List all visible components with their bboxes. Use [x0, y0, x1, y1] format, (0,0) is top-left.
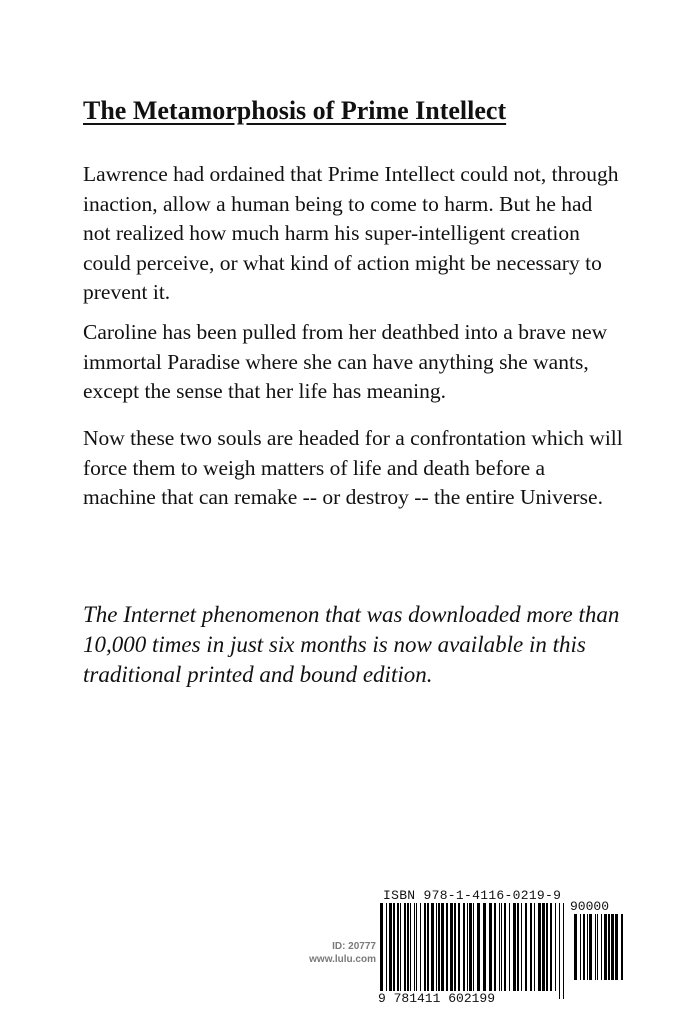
- barcode-bar: [450, 903, 453, 991]
- barcode-bar: [463, 903, 465, 991]
- barcode-bar: [446, 903, 448, 991]
- barcode-bar: [397, 903, 399, 991]
- barcode-bar: [574, 914, 577, 980]
- barcode-bar: [477, 903, 480, 991]
- barcode-bar: [559, 903, 560, 999]
- barcode-bar: [538, 903, 541, 991]
- barcode-bar: [608, 914, 610, 980]
- barcode-bar: [509, 903, 510, 991]
- publisher-id: ID: 20777: [332, 941, 376, 952]
- barcode-bar: [534, 903, 535, 991]
- barcode-bar: [489, 903, 492, 991]
- blurb-paragraph-1: Lawrence had ordained that Prime Intellect could not, through inaction, allow a human being to come to harm. But he had not realized how much harm his super-intelligent creation could perceive, or what kind of action might be necessary to prevent it.: [83, 162, 619, 304]
- barcode-bar: [621, 914, 623, 980]
- barcode-bar: [597, 914, 598, 980]
- barcode-bar: [542, 903, 545, 991]
- barcode-bar: [611, 914, 614, 980]
- ean-digits: 9 781411 602199: [378, 991, 496, 1006]
- barcode-bar: [467, 903, 468, 991]
- barcode-bar: [583, 914, 585, 980]
- publisher-website: www.lulu.com: [309, 954, 376, 965]
- barcode-bar: [550, 903, 552, 991]
- barcode-bar: [469, 903, 472, 991]
- barcode-bar: [521, 903, 522, 991]
- barcode-bar: [525, 903, 527, 991]
- addon-barcode-icon: [572, 914, 626, 988]
- barcode-bar: [386, 903, 387, 999]
- price-code: 90000: [570, 899, 610, 914]
- barcode-bar: [424, 903, 426, 991]
- barcode-bar: [441, 903, 444, 991]
- barcode-bar: [407, 903, 409, 991]
- barcode-bar: [513, 903, 516, 991]
- barcode-bar: [389, 903, 392, 999]
- barcode-bar: [595, 914, 596, 980]
- blurb-paragraph-3: Now these two souls are headed for a confrontation which will force them to weigh matters of life and death before a machine that can remake -- or destroy -- the entire Universe.: [83, 426, 623, 509]
- barcode-bar: [427, 903, 429, 991]
- book-title: The Metamorphosis of Prime Intellect: [83, 96, 507, 125]
- barcode-bar: [587, 914, 588, 980]
- barcode-bar: [420, 903, 421, 991]
- barcode-bar: [501, 903, 502, 991]
- publisher-info: [288, 940, 376, 966]
- promo-text: The Internet phenomenon that was downloaded more than 10,000 times in just six months is now available in this traditional printed and bound edition.: [83, 602, 620, 687]
- barcode-bar: [499, 903, 500, 991]
- barcode-bar: [615, 914, 618, 980]
- barcode-bar: [589, 914, 592, 980]
- barcode-bar: [580, 914, 581, 980]
- barcode-bar: [436, 903, 437, 991]
- barcode-bar: [517, 903, 519, 991]
- ean-barcode-icon: [378, 903, 568, 999]
- barcode-bar: [404, 903, 406, 991]
- barcode-bar: [454, 903, 456, 991]
- barcode-bar: [473, 903, 474, 999]
- barcode-bar: [438, 903, 440, 991]
- barcode-bar: [400, 903, 401, 991]
- barcode-bar: [494, 903, 496, 991]
- barcode-bar: [393, 903, 395, 991]
- barcode-bar: [431, 903, 434, 991]
- barcode-bar: [414, 903, 415, 991]
- barcode-bar: [601, 914, 602, 980]
- barcode-bar: [546, 903, 548, 991]
- barcode-bar: [416, 903, 417, 991]
- barcode-bar: [504, 903, 506, 991]
- barcode-bar: [530, 903, 532, 991]
- barcode-bar: [555, 903, 556, 991]
- barcode-bar: [483, 903, 486, 991]
- barcode-bar: [410, 903, 411, 991]
- blurb-paragraph-2: Caroline has been pulled from her deathbed into a brave new immortal Paradise where she can have anything she wants, except the sense that her life has meaning.: [83, 320, 608, 403]
- isbn-label: ISBN 978-1-4116-0219-9: [383, 888, 562, 903]
- barcode-bar: [458, 903, 460, 991]
- barcode-bar: [604, 914, 607, 980]
- barcode-bar: [380, 903, 383, 999]
- barcode-bar: [563, 903, 564, 999]
